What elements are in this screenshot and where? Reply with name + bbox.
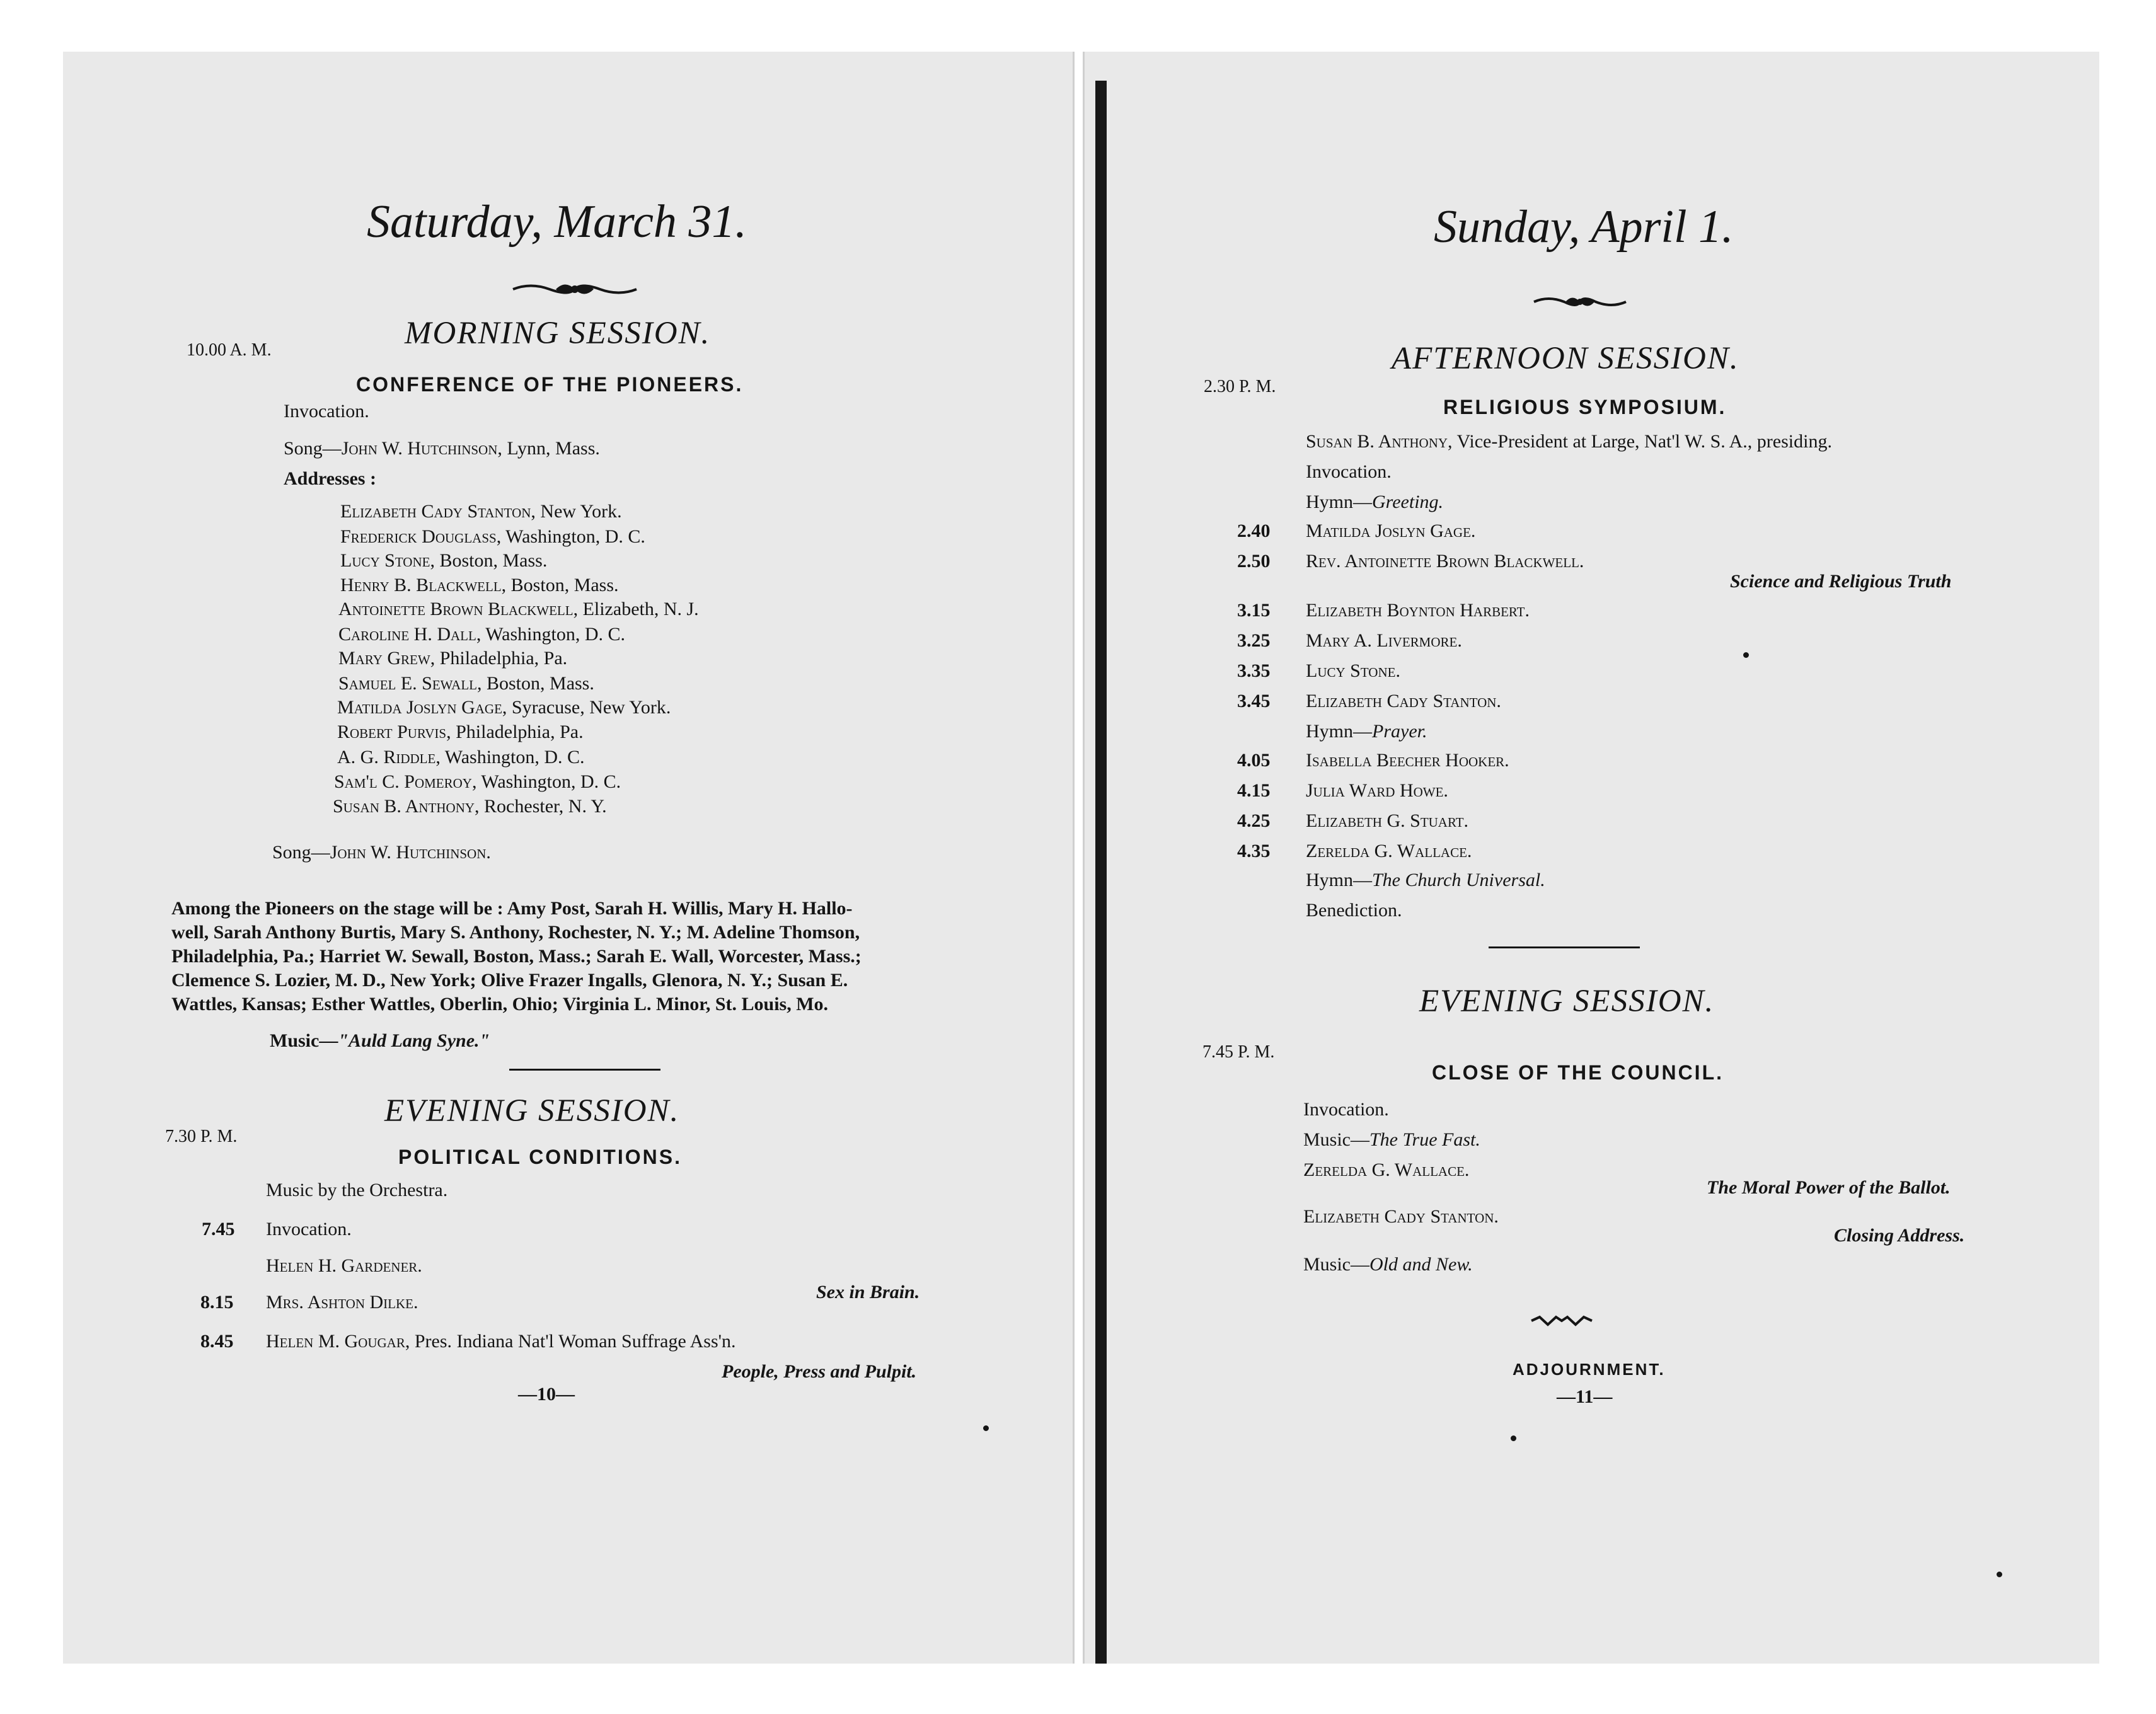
right-page-title: Sunday, April 1. — [1434, 201, 1734, 253]
evening-topic: People, Press and Pulpit. — [722, 1361, 917, 1382]
afternoon-item-time: 4.35 — [1237, 841, 1271, 861]
scroll-ornament-icon — [512, 279, 638, 300]
afternoon-topic: Science and Religious Truth — [1730, 571, 1952, 592]
evening-speaker: Helen M. Gougar, Pres. Indiana Nat'l Woman Suffrage Ass'n. — [266, 1331, 736, 1352]
speaker-line: Antoinette Brown Blackwell, Elizabeth, N. J. — [338, 599, 699, 619]
evening-topic: Sex in Brain. — [816, 1282, 920, 1303]
morning-song-2: Song—John W. Hutchinson. — [272, 842, 491, 863]
page-number-left: —10— — [518, 1384, 575, 1405]
speaker-line: Robert Purvis, Philadelphia, Pa. — [337, 722, 584, 742]
speaker-line: Sam'l C. Pomeroy, Washington, D. C. — [334, 771, 621, 792]
orchestra-line: Music by the Orchestra. — [266, 1180, 448, 1200]
music-old-and-new: Music—Old and New. — [1303, 1254, 1473, 1275]
afternoon-item-time: 4.15 — [1237, 780, 1271, 801]
speaker-line: A. G. Riddle, Washington, D. C. — [337, 747, 585, 768]
morning-session-heading: MORNING SESSION. — [405, 316, 711, 351]
book-spine — [1095, 81, 1107, 1664]
closing-topic: The Moral Power of the Ballot. — [1707, 1177, 1951, 1198]
evening-speaker: Mrs. Ashton Dilke. — [266, 1292, 418, 1313]
small-ornament-icon — [1530, 1313, 1593, 1328]
morning-music: Music—"Auld Lang Syne." — [270, 1030, 490, 1051]
afternoon-item-time: 2.40 — [1237, 521, 1271, 541]
hymn-prayer: Hymn—Prayer. — [1306, 721, 1427, 742]
speaker-line: Henry B. Blackwell, Boston, Mass. — [340, 575, 619, 595]
speaker-line: Samuel E. Sewall, Boston, Mass. — [338, 673, 594, 694]
left-evening-heading: EVENING SESSION. — [384, 1093, 680, 1129]
political-conditions-heading: POLITICAL CONDITIONS. — [398, 1146, 682, 1168]
left-page-title: Saturday, March 31. — [367, 196, 747, 248]
afternoon-speaker: Elizabeth Cady Stanton. — [1306, 691, 1501, 711]
religious-symposium-heading: RELIGIOUS SYMPOSIUM. — [1443, 396, 1727, 418]
page-number-right: —11— — [1557, 1386, 1613, 1407]
speaker-line: Caroline H. Dall, Washington, D. C. — [338, 624, 626, 645]
ink-speck — [983, 1425, 989, 1431]
afternoon-speaker: Mary A. Livermore. — [1306, 630, 1462, 651]
speaker-line: Lucy Stone, Boston, Mass. — [340, 550, 548, 571]
right-evening-heading: EVENING SESSION. — [1419, 984, 1715, 1019]
afternoon-item-time: 4.25 — [1237, 810, 1271, 831]
closing-speaker: Elizabeth Cady Stanton. — [1303, 1206, 1499, 1227]
section-divider — [1489, 946, 1640, 948]
evening-item-time: 7.45 — [202, 1219, 235, 1239]
afternoon-invocation: Invocation. — [1306, 461, 1392, 482]
pioneers-conference-heading: CONFERENCE OF THE PIONEERS. — [356, 373, 744, 396]
afternoon-item-time: 4.05 — [1237, 750, 1271, 771]
speaker-line: Elizabeth Cady Stanton, New York. — [340, 501, 622, 522]
close-of-council-heading: CLOSE OF THE COUNCIL. — [1432, 1061, 1724, 1084]
ink-speck — [1511, 1435, 1516, 1441]
benediction: Benediction. — [1306, 900, 1402, 921]
afternoon-item-time: 3.25 — [1237, 630, 1271, 651]
speaker-line: Frederick Douglass, Washington, D. C. — [340, 526, 645, 547]
ink-speck — [1743, 652, 1749, 658]
ink-speck — [1997, 1572, 2002, 1577]
closing-speaker: Zerelda G. Wallace. — [1303, 1159, 1470, 1180]
afternoon-speaker: Julia Ward Howe. — [1306, 780, 1448, 801]
evening-speaker: Helen H. Gardener. — [266, 1255, 422, 1276]
afternoon-speaker: Rev. Antoinette Brown Blackwell. — [1306, 551, 1584, 572]
afternoon-item-time: 3.35 — [1237, 660, 1271, 681]
evening-invocation-right: Invocation. — [1303, 1099, 1389, 1120]
morning-time: 10.00 A. M. — [187, 340, 272, 360]
afternoon-item-time: 3.45 — [1237, 691, 1271, 711]
afternoon-item-time: 3.15 — [1237, 600, 1271, 621]
scroll-ornament-icon — [1533, 292, 1627, 311]
pioneers-paragraph: Among the Pioneers on the stage will be : Amy Post, Sarah H. Willis, Mary H. Hallo- well, Sarah Anthony Burtis, Mary S. Anthony, Rochester, N. Y.; M. Adeline Thomson, Philadelphia, Pa.; Harriet W. Sewall, Boston, Mass.; Sarah E. Wall, Worcester, Mass.; Clemence S. Lozier, M. D., New York; Olive Frazer Ingalls, Glenora, N. Y.; Susan E. Wattles, Kansas; Esther Wattles, Oberlin, Ohio; Virginia L. Minor, St. Louis, Mo. — [171, 898, 862, 1015]
afternoon-speaker: Elizabeth Boynton Harbert. — [1306, 600, 1530, 621]
afternoon-item-time: 2.50 — [1237, 551, 1271, 572]
speaker-line: Mary Grew, Philadelphia, Pa. — [338, 648, 568, 669]
hymn-greeting: Hymn—Greeting. — [1306, 492, 1444, 512]
afternoon-speaker: Elizabeth G. Stuart. — [1306, 810, 1469, 831]
morning-invocation: Invocation. — [284, 401, 369, 422]
evening-invocation: Invocation. — [266, 1219, 352, 1239]
hymn-church-universal: Hymn—The Church Universal. — [1306, 870, 1545, 890]
morning-song-1: Song—John W. Hutchinson, Lynn, Mass. — [284, 438, 600, 459]
afternoon-speaker: Lucy Stone. — [1306, 660, 1400, 681]
speaker-line: Susan B. Anthony, Rochester, N. Y. — [333, 796, 607, 817]
afternoon-speaker: Matilda Joslyn Gage. — [1306, 521, 1476, 541]
evening-item-time: 8.15 — [200, 1292, 234, 1313]
speaker-line: Matilda Joslyn Gage, Syracuse, New York. — [337, 697, 671, 718]
addresses-label: Addresses : — [284, 468, 376, 489]
closing-topic: Closing Address. — [1834, 1225, 1965, 1246]
music-true-fast: Music—The True Fast. — [1303, 1129, 1480, 1150]
adjournment-label: ADJOURNMENT. — [1513, 1360, 1666, 1379]
left-evening-time: 7.30 P. M. — [165, 1127, 238, 1146]
afternoon-speaker: Isabella Beecher Hooker. — [1306, 750, 1509, 771]
afternoon-session-heading: AFTERNOON SESSION. — [1392, 341, 1739, 376]
section-divider — [509, 1069, 660, 1071]
evening-item-time: 8.45 — [200, 1331, 234, 1352]
right-evening-time: 7.45 P. M. — [1202, 1042, 1275, 1062]
afternoon-speaker: Zerelda G. Wallace. — [1306, 841, 1472, 861]
presiding-line: Susan B. Anthony, Vice-President at Large, Nat'l W. S. A., presiding. — [1306, 431, 1832, 452]
afternoon-time: 2.30 P. M. — [1204, 377, 1276, 396]
